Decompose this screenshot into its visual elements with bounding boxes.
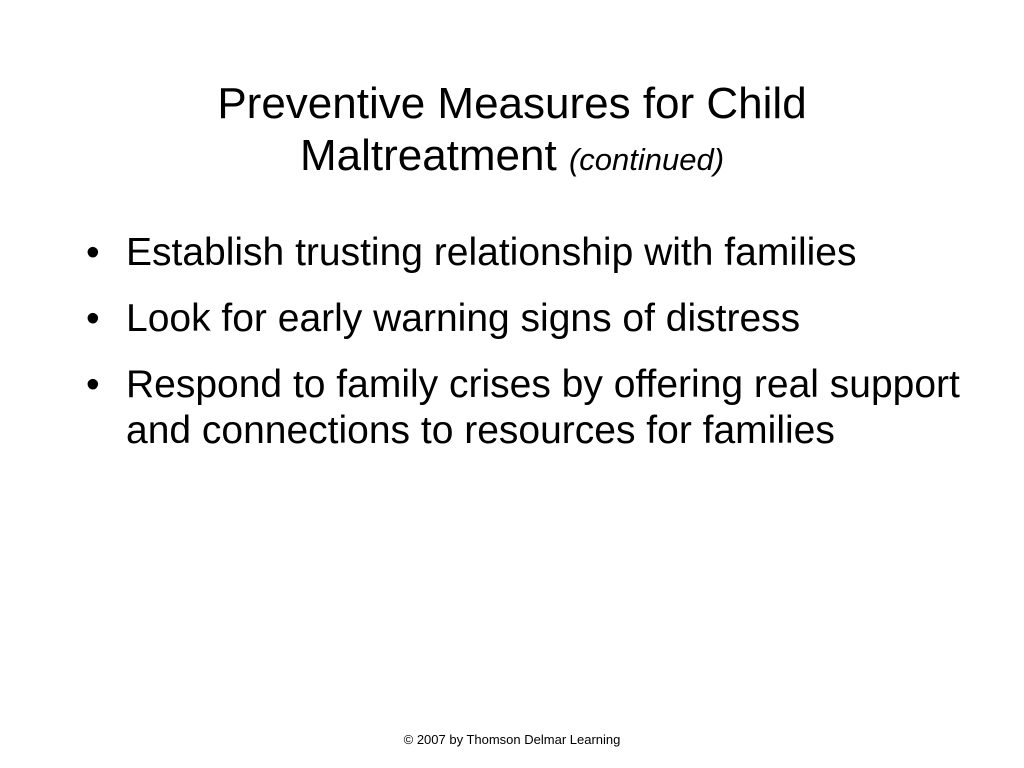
bullet-item [82,362,962,454]
slide-title-main: Maltreatment [299,131,557,180]
bullet-text: Look for early warning signs of distress [126,297,801,340]
bullet-dot-icon: • [86,297,100,340]
bullet-text: Respond to family crises by offering real support and connections to resources for families [126,363,960,452]
bullet-text: Establish trusting relationship with families [126,231,857,274]
bullet-item [82,296,962,342]
slide-title-suffix: (continued) [568,142,725,177]
slide-title-line-2 [60,130,964,186]
bullet-item [82,230,962,276]
slide-title [60,78,964,186]
bullet-dot-icon: • [86,231,100,274]
bullet-list [82,230,962,474]
copyright-footer: © 2007 by Thomson Delmar Learning [403,732,621,747]
slide-title-line-1: Preventive Measures for Child [217,79,807,128]
bullet-dot-icon: • [86,363,100,406]
